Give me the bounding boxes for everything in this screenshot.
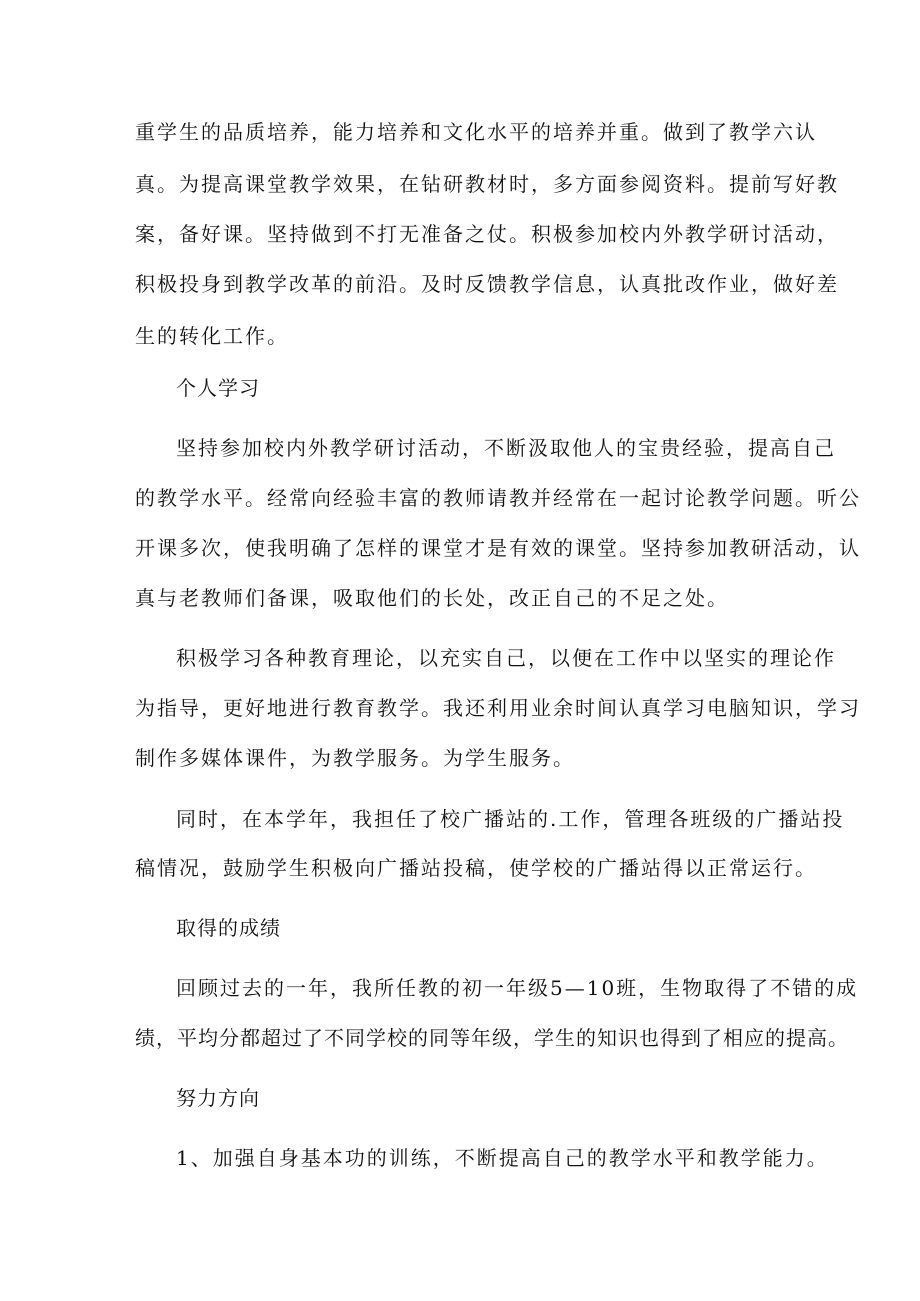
paragraph-line: 1、加强自身基本功的训练，不断提高自己的教学水平和教学能力。 [176, 1146, 829, 1170]
paragraph-line: 积极学习各种教育理论，以充实自己，以便在工作中以坚实的理论作 [176, 646, 836, 670]
paragraph-line: 回顾过去的一年，我所任教的初一年级5—10班，生物取得了不错的成 [176, 976, 859, 1000]
paragraph-line: 稿情况，鼓励学生积极向广播站投稿，使学校的广播站得以正常运行。 [135, 856, 817, 880]
paragraph-line: 真。为提高课堂教学效果，在钻研教材时，多方面参阅资料。提前写好教 [135, 172, 839, 196]
section-heading: 个人学习 [176, 376, 260, 400]
paragraph-line: 绩，平均分都超过了不同学校的同等年级，学生的知识也得到了相应的提高。 [135, 1026, 849, 1050]
paragraph-line: 坚持参加校内外教学研讨活动，不断汲取他人的宝贵经验，提高自己 [176, 436, 836, 460]
section-heading: 努力方向 [176, 1086, 260, 1110]
paragraph-line: 积极投身到教学改革的前沿。及时反馈教学信息，认真批改作业，做好差 [135, 272, 839, 296]
paragraph-line: 生的转化工作。 [135, 324, 289, 348]
paragraph-line: 重学生的品质培养，能力培养和文化水平的培养并重。做到了教学六认 [135, 120, 817, 144]
paragraph-line: 制作多媒体课件，为教学服务。为学生服务。 [135, 746, 575, 770]
section-heading: 取得的成绩 [176, 916, 281, 940]
paragraph-line: 开课多次，使我明确了怎样的课堂才是有效的课堂。坚持参加教研活动，认 [135, 536, 861, 560]
paragraph-line: 真与老教师们备课，吸取他们的长处，改正自己的不足之处。 [135, 586, 729, 610]
paragraph-line: 案，备好课。坚持做到不打无准备之仗。积极参加校内外教学研讨活动， [135, 222, 839, 246]
paragraph-line: 为指导，更好地进行教育教学。我还利用业余时间认真学习电脑知识，学习 [135, 696, 861, 720]
paragraph-line: 的教学水平。经常向经验丰富的教师请教并经常在一起讨论教学问题。听公 [135, 486, 861, 510]
paragraph-line: 同时，在本学年，我担任了校广播站的.工作，管理各班级的广播站投 [176, 807, 845, 831]
